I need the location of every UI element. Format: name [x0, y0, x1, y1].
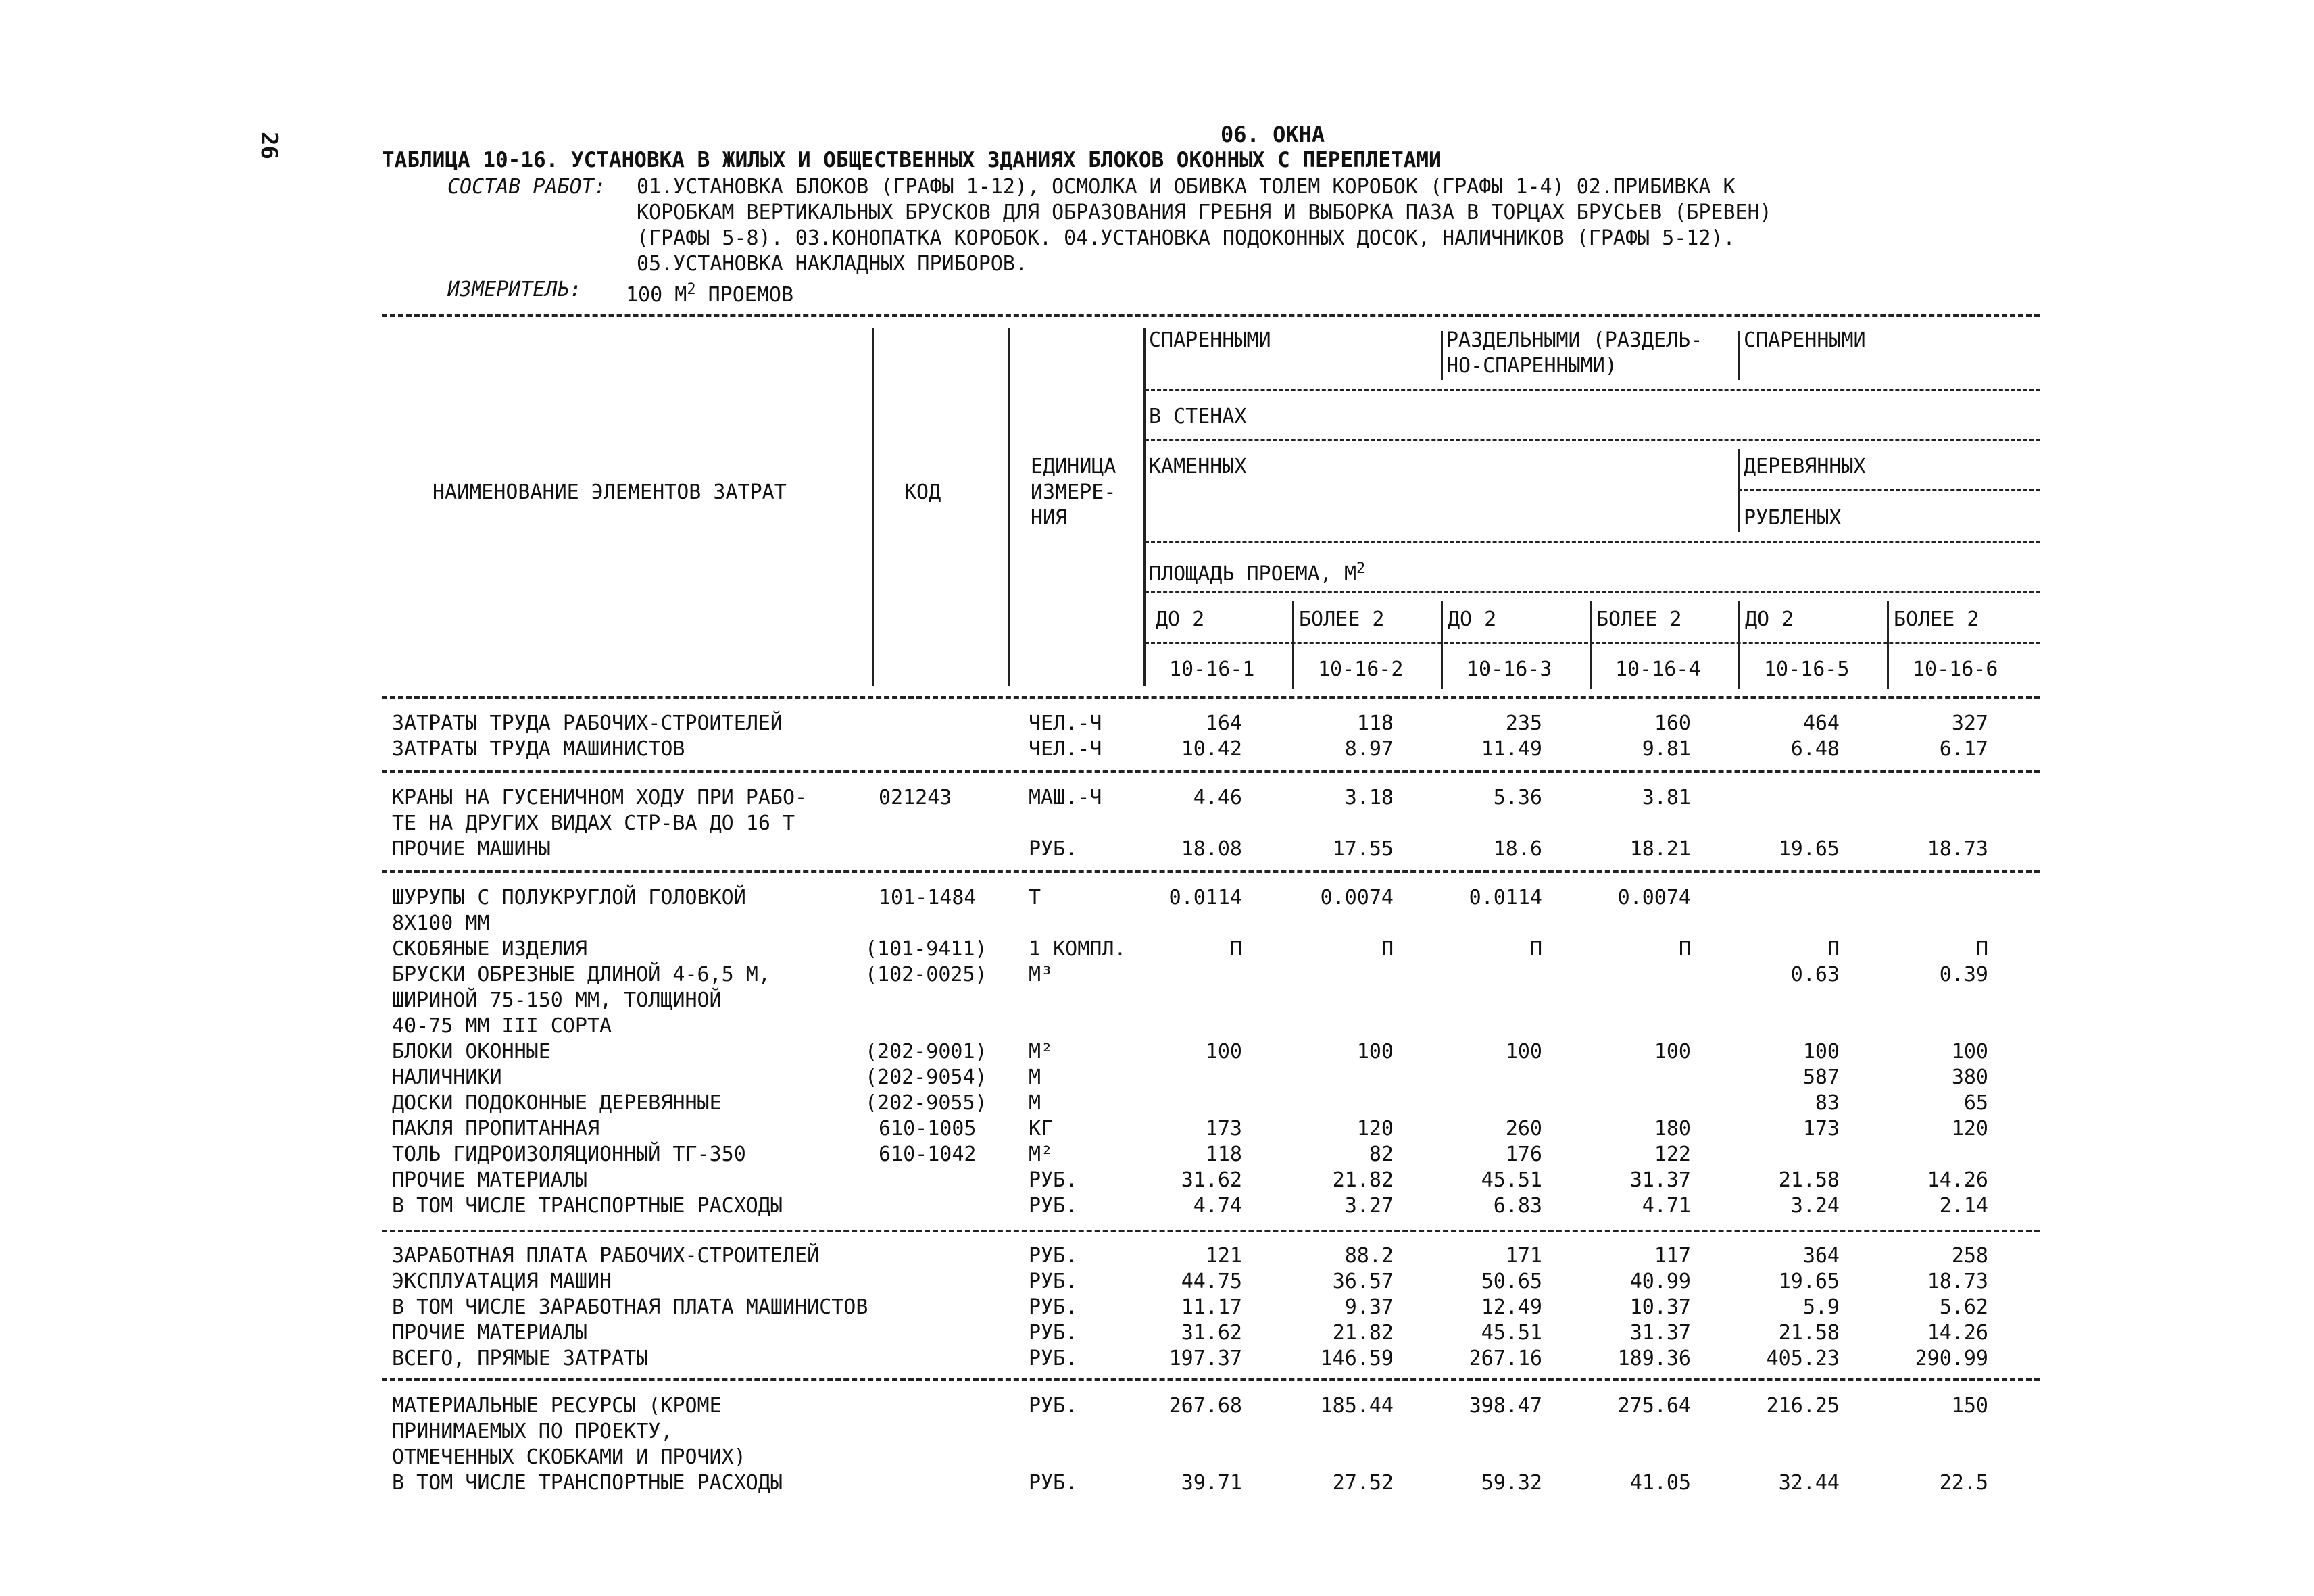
section-title: 06. ОКНА	[1221, 122, 1325, 147]
row-value: 10.37	[1629, 1295, 1691, 1319]
header-walls: В СТЕНАХ	[1149, 405, 1247, 428]
row-unit: РУБ.	[1029, 1295, 1078, 1319]
row-value: 290.99	[1915, 1347, 1988, 1370]
col-code-6: 10-16-6	[1913, 657, 1998, 681]
rule-header-bottom	[382, 696, 2040, 699]
row-value: 173	[1205, 1117, 1242, 1141]
work-line-2: КОРОБКАМ ВЕРТИКАЛЬНЫХ БРУСКОВ ДЛЯ ОБРАЗОВАНИЯ ГРЕБНЯ И ВЫБОРКА ПАЗА В ТОРЦАХ БРУСЬЕВ (БРЕВЕН)	[637, 201, 1772, 224]
row-unit: РУБ.	[1029, 1347, 1078, 1370]
row-code: 021243	[879, 786, 952, 809]
row-value: 3.18	[1344, 786, 1394, 809]
row-value: 267.16	[1469, 1347, 1542, 1370]
row-name: ЗАТРАТЫ ТРУДА РАБОЧИХ-СТРОИТЕЛЕЙ	[392, 712, 783, 735]
row-name: ЭКСПЛУАТАЦИЯ МАШИН	[392, 1270, 612, 1293]
header-unit-3: НИЯ	[1031, 506, 1068, 530]
header-log: РУБЛЕНЫХ	[1744, 506, 1842, 530]
row-unit: РУБ.	[1029, 1244, 1078, 1268]
row-value: 11.49	[1481, 737, 1542, 761]
col-code-1: 10-16-1	[1169, 657, 1255, 681]
header-area: ПЛОЩАДЬ ПРОЕМА, $М^2$	[1149, 560, 1366, 586]
row-unit: М	[1029, 1066, 1041, 1089]
row-unit: РУБ.	[1029, 1168, 1078, 1192]
row-value: 18.6	[1493, 837, 1542, 861]
row-name: ТОЛЬ ГИДРОИЗОЛЯЦИОННЫЙ ТГ-350	[392, 1143, 746, 1166]
row-value: 3.27	[1344, 1194, 1394, 1218]
row-value: П	[1975, 937, 1988, 961]
row-code: (202-9055)	[865, 1091, 987, 1115]
row-value: 22.5	[1939, 1471, 1988, 1495]
row-value: 100	[1802, 1040, 1840, 1064]
row-unit: М	[1029, 1091, 1041, 1115]
rule-top	[382, 314, 2040, 317]
row-value: 9.37	[1344, 1295, 1394, 1319]
row-code: (101-9411)	[865, 937, 987, 961]
row-unit: М²	[1029, 1143, 1054, 1166]
row-code: (102-0025)	[865, 963, 987, 987]
row-value: 6.17	[1939, 737, 1988, 761]
row-value: 0.63	[1790, 963, 1840, 987]
col-code-3: 10-16-3	[1467, 657, 1552, 681]
row-value: 100	[1654, 1040, 1691, 1064]
row-name: ВСЕГО, ПРЯМЫЕ ЗАТРАТЫ	[392, 1347, 649, 1370]
row-value: 6.83	[1493, 1194, 1542, 1218]
row-unit: М³	[1029, 963, 1054, 987]
header-name: НАИМЕНОВАНИЕ ЭЛЕМЕНТОВ ЗАТРАТ	[433, 480, 787, 504]
row-value: 100	[1505, 1040, 1542, 1064]
row-value: 82	[1369, 1143, 1394, 1166]
row-unit: РУБ.	[1029, 1394, 1078, 1418]
header-spar2: СПАРЕННЫМИ	[1744, 328, 1866, 352]
row-value: 189.36	[1617, 1347, 1691, 1370]
row-unit: 1 КОМПЛ.	[1029, 937, 1127, 961]
row-value: 50.65	[1481, 1270, 1542, 1293]
row-value: 164	[1205, 712, 1242, 735]
row-name: ЗАТРАТЫ ТРУДА МАШИНИСТОВ	[392, 737, 685, 761]
row-value: П	[1529, 937, 1542, 961]
row-value: 10.42	[1181, 737, 1242, 761]
row-value: 120	[1951, 1117, 1988, 1141]
row-value: 65	[1963, 1091, 1988, 1115]
hrule-6	[1145, 642, 2040, 644]
row-value: 83	[1815, 1091, 1840, 1115]
meter-value: 100 $М^2$ ПРОЕМОВ	[626, 281, 794, 307]
range-1: ДО 2	[1156, 607, 1205, 631]
hrule-2	[1145, 439, 2040, 441]
rule-group-1	[382, 770, 2040, 773]
row-name: ЗАРАБОТНАЯ ПЛАТА РАБОЧИХ-СТРОИТЕЛЕЙ	[392, 1244, 820, 1268]
row-value: 59.32	[1481, 1471, 1542, 1495]
row-value: 8.97	[1344, 737, 1394, 761]
row-value: 18.21	[1629, 837, 1691, 861]
row-value: 235	[1505, 712, 1542, 735]
row-value: 258	[1951, 1244, 1988, 1268]
row-name: В ТОМ ЧИСЛЕ ТРАНСПОРТНЫЕ РАСХОДЫ	[392, 1471, 783, 1495]
row-value: 4.74	[1193, 1194, 1242, 1218]
header-unit-1: ЕДИНИЦА	[1031, 455, 1116, 478]
row-value: П	[1381, 937, 1394, 961]
hrule-3	[1738, 489, 2040, 491]
row-value: 364	[1802, 1244, 1840, 1268]
row-value: П	[1827, 937, 1840, 961]
vline-razd	[1441, 331, 1443, 380]
rule-group-4	[382, 1378, 2040, 1381]
row-code: 610-1005	[879, 1117, 977, 1141]
vline-col4	[1590, 601, 1592, 689]
row-value: 120	[1356, 1117, 1394, 1141]
row-value: 118	[1356, 712, 1394, 735]
hrule-1	[1145, 389, 2040, 391]
row-value: 118	[1205, 1143, 1242, 1166]
row-value: 4.71	[1642, 1194, 1691, 1218]
row-name: 8Х100 ММ	[392, 912, 490, 935]
row-value: 45.51	[1481, 1321, 1542, 1345]
row-value: 197.37	[1168, 1347, 1242, 1370]
row-value: 100	[1205, 1040, 1242, 1064]
table-title: ТАБЛИЦА 10-16. УСТАНОВКА В ЖИЛЫХ И ОБЩЕСТВЕННЫХ ЗДАНИЯХ БЛОКОВ ОКОННЫХ С ПЕРЕПЛЕТАМИ	[382, 148, 1442, 172]
header-stone: КАМЕННЫХ	[1149, 455, 1247, 478]
row-value: 275.64	[1617, 1394, 1691, 1418]
row-value: 31.62	[1181, 1168, 1242, 1192]
row-value: 121	[1205, 1244, 1242, 1268]
vline-wood	[1738, 449, 1740, 532]
row-value: 2.14	[1939, 1194, 1988, 1218]
row-value: 88.2	[1344, 1244, 1394, 1268]
row-value: 11.17	[1181, 1295, 1242, 1319]
header-wood: ДЕРЕВЯННЫХ	[1744, 455, 1866, 478]
row-value: 31.37	[1629, 1168, 1691, 1192]
row-value: 380	[1951, 1066, 1988, 1089]
work-line-3: (ГРАФЫ 5-8). 03.КОНОПАТКА КОРОБОК. 04.УСТАНОВКА ПОДОКОННЫХ ДОСОК, НАЛИЧНИКОВ (ГРАФЫ 5-12).	[637, 226, 1736, 250]
row-value: 173	[1802, 1117, 1840, 1141]
row-value: 587	[1802, 1066, 1840, 1089]
row-name: СКОБЯНЫЕ ИЗДЕЛИЯ	[392, 937, 587, 961]
row-value: 40.99	[1629, 1270, 1691, 1293]
row-name: ПРИНИМАЕМЫХ ПО ПРОЕКТУ,	[392, 1420, 673, 1443]
row-unit: Т	[1029, 886, 1041, 909]
vline-code-unit	[1008, 328, 1010, 686]
row-value: 4.46	[1193, 786, 1242, 809]
vline-name-code	[872, 328, 874, 686]
row-value: 27.52	[1332, 1471, 1394, 1495]
range-4: БОЛЕЕ 2	[1596, 607, 1682, 631]
row-value: 18.08	[1181, 837, 1242, 861]
header-unit-2: ИЗМЕРЕ-	[1031, 480, 1116, 504]
row-value: 398.47	[1469, 1394, 1542, 1418]
row-value: 405.23	[1766, 1347, 1840, 1370]
row-value: 180	[1654, 1117, 1691, 1141]
row-value: 14.26	[1927, 1321, 1988, 1345]
row-value: 117	[1654, 1244, 1691, 1268]
row-value: 100	[1951, 1040, 1988, 1064]
row-name: ПРОЧИЕ МАТЕРИАЛЫ	[392, 1321, 587, 1345]
row-unit: ЧЕЛ.-Ч	[1029, 737, 1102, 761]
col-code-5: 10-16-5	[1764, 657, 1850, 681]
row-name: ШУРУПЫ С ПОЛУКРУГЛОЙ ГОЛОВКОЙ	[392, 886, 746, 909]
row-value: 21.82	[1332, 1168, 1394, 1192]
row-unit: РУБ.	[1029, 1194, 1078, 1218]
row-value: 160	[1654, 712, 1691, 735]
hrule-5	[1145, 591, 2040, 593]
vline-col3	[1441, 601, 1443, 689]
row-value: 12.49	[1481, 1295, 1542, 1319]
row-value: 21.58	[1778, 1321, 1840, 1345]
row-name: ПАКЛЯ ПРОПИТАННАЯ	[392, 1117, 600, 1141]
row-value: 5.36	[1493, 786, 1542, 809]
work-label: СОСТАВ РАБОТ:	[447, 175, 606, 199]
range-5: ДО 2	[1745, 607, 1794, 631]
row-value: П	[1678, 937, 1691, 961]
row-name: В ТОМ ЧИСЛЕ ЗАРАБОТНАЯ ПЛАТА МАШИНИСТОВ	[392, 1295, 868, 1319]
row-unit: РУБ.	[1029, 1321, 1078, 1345]
row-value: 32.44	[1778, 1471, 1840, 1495]
row-name: В ТОМ ЧИСЛЕ ТРАНСПОРТНЫЕ РАСХОДЫ	[392, 1194, 783, 1218]
range-2: БОЛЕЕ 2	[1299, 607, 1385, 631]
row-value: 3.81	[1642, 786, 1691, 809]
range-3: ДО 2	[1448, 607, 1497, 631]
row-unit: РУБ.	[1029, 1471, 1078, 1495]
row-name: 40-75 ММ III СОРТА	[392, 1014, 612, 1038]
row-value: 327	[1951, 712, 1988, 735]
row-unit: М²	[1029, 1040, 1054, 1064]
row-value: 19.65	[1778, 1270, 1840, 1293]
row-name: ШИРИНОЙ 75-150 ММ, ТОЛЩИНОЙ	[392, 989, 722, 1012]
row-value: 5.9	[1802, 1295, 1840, 1319]
row-value: 44.75	[1181, 1270, 1242, 1293]
row-code: (202-9001)	[865, 1040, 987, 1064]
vline-col5	[1738, 601, 1740, 689]
row-value: 0.0074	[1320, 886, 1394, 909]
row-unit: КГ	[1029, 1117, 1054, 1141]
col-code-4: 10-16-4	[1615, 657, 1701, 681]
row-value: 260	[1505, 1117, 1542, 1141]
row-value: 176	[1505, 1143, 1542, 1166]
row-name: ТЕ НА ДРУГИХ ВИДАХ СТР-ВА ДО 16 Т	[392, 812, 795, 835]
row-name: БРУСКИ ОБРЕЗНЫЕ ДЛИНОЙ 4-6,5 М,	[392, 963, 770, 987]
row-value: 0.39	[1939, 963, 1988, 987]
row-value: 39.71	[1181, 1471, 1242, 1495]
row-value: 150	[1951, 1394, 1988, 1418]
row-code: 101-1484	[879, 886, 977, 909]
row-name: ПРОЧИЕ МАТЕРИАЛЫ	[392, 1168, 587, 1192]
row-unit: РУБ.	[1029, 837, 1078, 861]
row-unit: ЧЕЛ.-Ч	[1029, 712, 1102, 735]
row-value: 31.62	[1181, 1321, 1242, 1345]
header-spar1: СПАРЕННЫМИ	[1149, 328, 1271, 352]
row-value: 267.68	[1168, 1394, 1242, 1418]
row-value: 100	[1356, 1040, 1394, 1064]
row-value: П	[1229, 937, 1242, 961]
row-value: 21.82	[1332, 1321, 1394, 1345]
row-value: 21.58	[1778, 1168, 1840, 1192]
row-value: 41.05	[1629, 1471, 1691, 1495]
row-name: ОТМЕЧЕННЫХ СКОБКАМИ И ПРОЧИХ)	[392, 1445, 746, 1469]
vline-col2	[1292, 601, 1294, 689]
row-value: 5.62	[1939, 1295, 1988, 1319]
header-razd2: НО-СПАРЕННЫМИ)	[1446, 354, 1617, 378]
vline-unit-values	[1143, 328, 1146, 686]
row-unit: МАШ.-Ч	[1029, 786, 1102, 809]
page-number: 26	[255, 132, 282, 159]
row-value: 122	[1654, 1143, 1691, 1166]
vline-col6	[1887, 601, 1889, 689]
row-name: КРАНЫ НА ГУСЕНИЧНОМ ХОДУ ПРИ РАБО-	[392, 786, 808, 809]
row-name: НАЛИЧНИКИ	[392, 1066, 502, 1089]
work-line-1: 01.УСТАНОВКА БЛОКОВ (ГРАФЫ 1-12), ОСМОЛКА И ОБИВКА ТОЛЕМ КОРОБОК (ГРАФЫ 1-4) 02.ПРИБИВКА К	[637, 175, 1736, 199]
row-value: 9.81	[1642, 737, 1691, 761]
row-value: 18.73	[1927, 1270, 1988, 1293]
row-name: ДОСКИ ПОДОКОННЫЕ ДЕРЕВЯННЫЕ	[392, 1091, 722, 1115]
row-value: 6.48	[1790, 737, 1840, 761]
row-value: 3.24	[1790, 1194, 1840, 1218]
row-value: 0.0074	[1617, 886, 1691, 909]
header-razd1: РАЗДЕЛЬНЫМИ (РАЗДЕЛЬ-	[1446, 328, 1703, 352]
row-value: 0.0114	[1469, 886, 1542, 909]
rule-group-3	[382, 1230, 2040, 1232]
row-value: 17.55	[1332, 837, 1394, 861]
row-value: 18.73	[1927, 837, 1988, 861]
row-code: 610-1042	[879, 1143, 977, 1166]
row-value: 0.0114	[1168, 886, 1242, 909]
work-line-4: 05.УСТАНОВКА НАКЛАДНЫХ ПРИБОРОВ.	[637, 252, 1027, 276]
row-code: (202-9054)	[865, 1066, 987, 1089]
row-value: 36.57	[1332, 1270, 1394, 1293]
col-code-2: 10-16-2	[1318, 657, 1404, 681]
header-code: КОД	[904, 480, 941, 504]
row-unit: РУБ.	[1029, 1270, 1078, 1293]
row-value: 45.51	[1481, 1168, 1542, 1192]
row-value: 216.25	[1766, 1394, 1840, 1418]
row-value: 14.26	[1927, 1168, 1988, 1192]
row-name: МАТЕРИАЛЬНЫЕ РЕСУРСЫ (КРОМЕ	[392, 1394, 722, 1418]
row-value: 146.59	[1320, 1347, 1394, 1370]
range-6: БОЛЕЕ 2	[1894, 607, 1979, 631]
row-value: 171	[1505, 1244, 1542, 1268]
row-name: БЛОКИ ОКОННЫЕ	[392, 1040, 551, 1064]
row-name: ПРОЧИЕ МАШИНЫ	[392, 837, 551, 861]
vline-spar2	[1738, 331, 1740, 380]
row-value: 185.44	[1320, 1394, 1394, 1418]
row-value: 464	[1802, 712, 1840, 735]
row-value: 31.37	[1629, 1321, 1691, 1345]
row-value: 19.65	[1778, 837, 1840, 861]
rule-group-2	[382, 870, 2040, 873]
meter-label: ИЗМЕРИТЕЛЬ:	[447, 278, 582, 301]
hrule-4	[1145, 541, 2040, 543]
